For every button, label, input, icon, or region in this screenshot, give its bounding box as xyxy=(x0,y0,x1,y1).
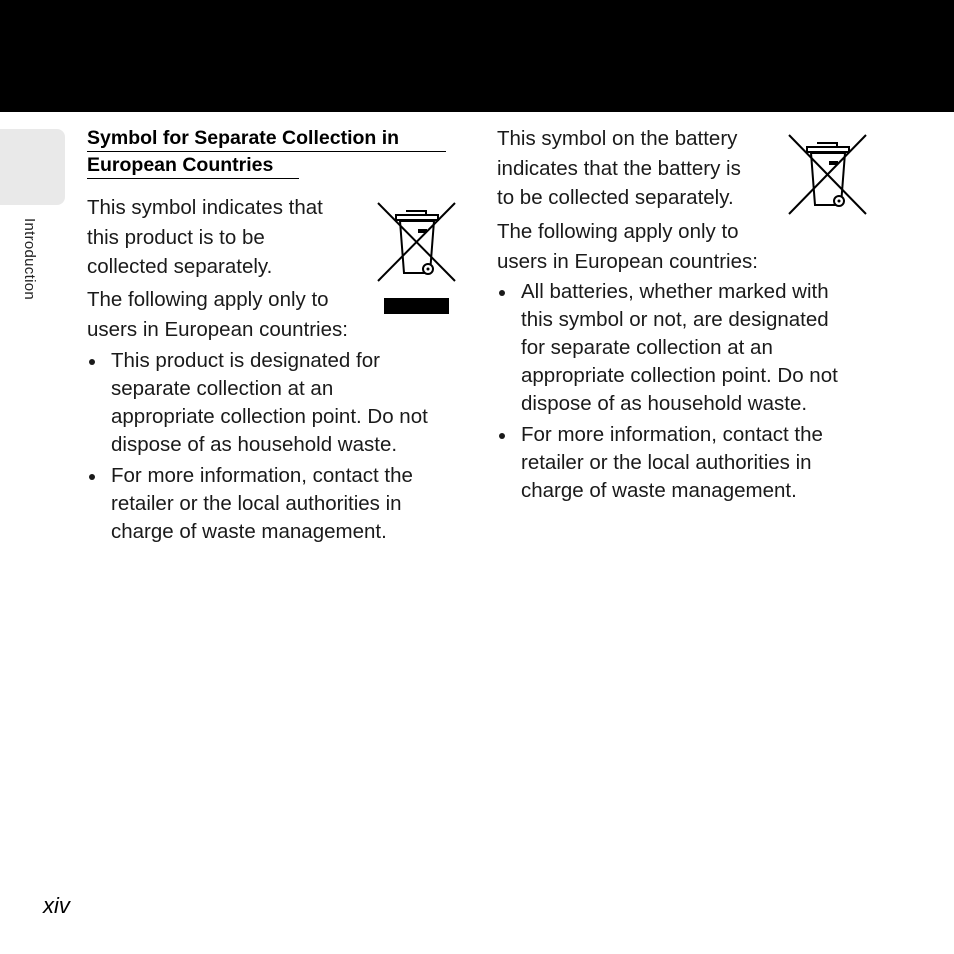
battery-bullet-list xyxy=(497,278,887,508)
list-item xyxy=(497,278,887,418)
text-line: This symbol on the battery xyxy=(497,127,738,150)
list-item xyxy=(87,462,467,546)
bullet-icon xyxy=(499,290,505,296)
text-line: this product is to be xyxy=(87,225,265,249)
crossed-out-wheeled-bin-icon xyxy=(376,201,458,317)
text-line: For more information, contact the xyxy=(521,423,823,446)
bullet-icon xyxy=(89,359,95,365)
section-tab[interactable] xyxy=(0,129,65,205)
text-line: this symbol or not, are designated xyxy=(521,308,829,331)
text-line: charge of waste management. xyxy=(521,479,797,502)
text-line: users in European countries: xyxy=(497,249,758,273)
text-line: This symbol indicates that xyxy=(87,196,323,219)
text-line: For more information, contact the xyxy=(111,464,413,487)
text-line: This product is designated for xyxy=(111,349,380,372)
battery-applicability-text xyxy=(497,217,758,276)
text-line: appropriate collection point. Do not xyxy=(521,364,838,387)
top-header-bar xyxy=(0,0,954,112)
text-line: dispose of as household waste. xyxy=(521,392,808,415)
text-line: retailer or the local authorities in xyxy=(111,492,402,515)
bullet-icon xyxy=(499,433,505,439)
text-line: users in European countries: xyxy=(87,317,348,341)
list-item xyxy=(87,347,467,459)
product-applicability-text xyxy=(87,285,348,344)
section-tab-label: Introduction xyxy=(21,218,38,300)
heading-line-1: Symbol for Separate Collection in xyxy=(87,125,446,152)
text-line: to be collected separately. xyxy=(497,186,734,209)
battery-symbol-description xyxy=(497,124,741,213)
list-item xyxy=(497,421,887,505)
text-line: dispose of as household waste. xyxy=(111,433,398,456)
section-heading xyxy=(87,125,447,179)
text-line: The following apply only to xyxy=(87,288,329,311)
text-line: collected separately. xyxy=(87,255,273,278)
product-bullet-list xyxy=(87,347,467,549)
text-line: appropriate collection point. Do not xyxy=(111,405,428,428)
crossed-out-wheeled-bin-icon xyxy=(787,133,869,217)
heading-line-2: European Countries xyxy=(87,152,299,179)
text-line: charge of waste management. xyxy=(111,520,387,543)
text-line: separate collection at an xyxy=(111,377,334,400)
text-line: retailer or the local authorities in xyxy=(521,451,812,474)
text-line: indicates that the battery is xyxy=(497,156,741,180)
text-line: All batteries, whether marked with xyxy=(521,280,829,303)
text-line: for separate collection at an xyxy=(521,336,773,359)
product-symbol-description xyxy=(87,193,323,282)
bullet-icon xyxy=(89,474,95,480)
text-line: The following apply only to xyxy=(497,220,739,243)
page-number: xiv xyxy=(43,893,70,918)
